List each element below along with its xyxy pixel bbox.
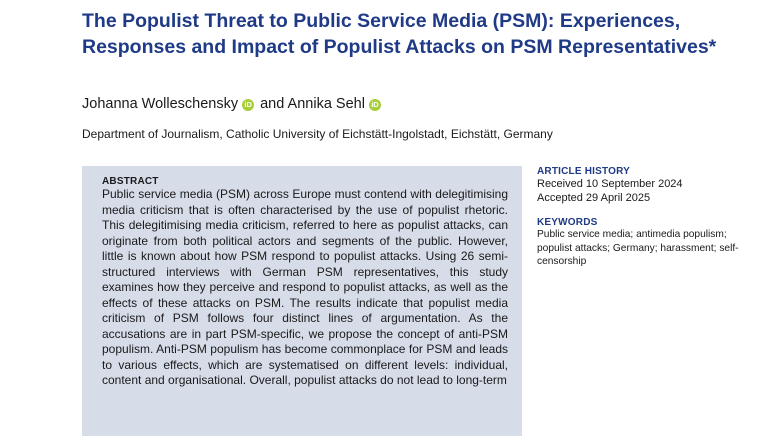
author-connector: and [260, 96, 285, 112]
affiliation: Department of Journalism, Catholic University of Eichstätt-Ingolstadt, Eichstätt, Germany [82, 127, 553, 141]
orcid-icon[interactable]: iD [242, 99, 254, 111]
abstract-text: Public service media (PSM) across Europe must contend with delegitimising media criticism that is often characterised by the use of populist rhetoric. This delegitimising media criticism, referred to here as populist attacks, can originate from both political actors and segments of the public. However, little is known about how PSM respond to populist attacks. Using 26 semi-structured interviews with German PSM representatives, this study examines how they perceive and respond to populist attacks, as well as the effects of these attacks on PSM. The results indicate that populist media criticism of PSM follows four distinct lines of argumentation. As the accusations are in part PSM-specific, we propose the concept of anti-PSM populism. Anti-PSM populism has become commonplace for PSM and leads to various effects, which are systematised on different levels: individual, content and organisational. Overall, populist attacks do not lead to long-term [102, 187, 508, 387]
keywords-heading: KEYWORDS [537, 217, 598, 228]
author-line [82, 96, 387, 112]
author-name[interactable]: Johanna Wolleschensky [82, 96, 239, 112]
article-history-heading: ARTICLE HISTORY [537, 166, 631, 177]
received-date: Received 10 September 2024 [537, 178, 683, 190]
keywords-list: Public service media; antimedia populism; populist attacks; Germany; harassment; self-censorship [537, 229, 739, 267]
abstract-heading: ABSTRACT [102, 176, 159, 187]
accepted-date: Accepted 29 April 2025 [537, 192, 651, 204]
article-sidebar [537, 166, 747, 269]
keywords-block [537, 217, 747, 269]
author-name[interactable]: Annika Sehl [287, 96, 365, 112]
article-title: The Populist Threat to Public Service Media (PSM): Experiences, Responses and Impact of Populist Attacks on PSM Representatives* [82, 10, 717, 58]
orcid-icon[interactable]: iD [369, 99, 381, 111]
abstract-box [82, 166, 522, 436]
